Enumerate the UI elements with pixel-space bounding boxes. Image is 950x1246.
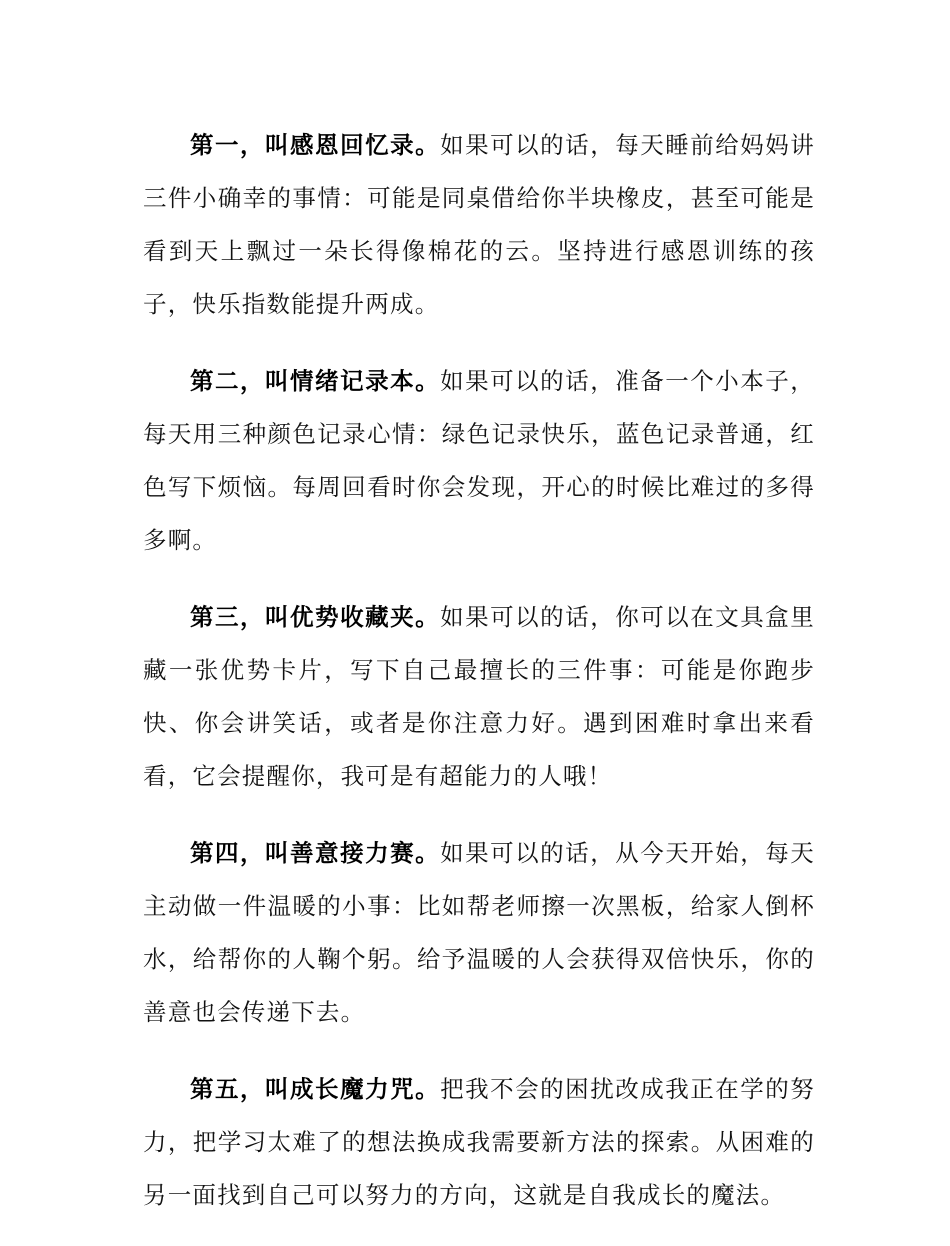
paragraph-5-heading: 第五，叫成长魔力咒。	[190, 1075, 441, 1103]
paragraph-4-heading: 第四，叫善意接力赛。	[190, 839, 441, 867]
paragraph-3-heading: 第三，叫优势收藏夹。	[190, 603, 441, 631]
paragraph-3	[143, 591, 815, 803]
paragraph-2-heading: 第二，叫情绪记录本。	[190, 367, 441, 395]
paragraph-5-text: 把我不会的困扰改成我正在学的努力，把学习太难了的想法换成我需要新方法的探索。从困难的另一面找到自己可以努力的方向，这就是自我成长的魔法。	[143, 1075, 815, 1209]
paragraph-1	[143, 119, 815, 331]
paragraph-2-text: 如果可以的话，准备一个小本子，每天用三种颜色记录心情：绿色记录快乐，蓝色记录普通，红色写下烦恼。每周回看时你会发现，开心的时候比难过的多得多啊。	[143, 367, 815, 554]
paragraph-3-text: 如果可以的话，你可以在文具盒里藏一张优势卡片，写下自己最擅长的三件事：可能是你跑步快、你会讲笑话，或者是你注意力好。遇到困难时拿出来看看，它会提醒你，我可是有超能力的人哦！	[143, 603, 815, 790]
paragraph-5	[143, 1063, 815, 1222]
paragraph-1-heading: 第一，叫感恩回忆录。	[190, 131, 441, 159]
paragraph-1-text: 如果可以的话，每天睡前给妈妈讲三件小确幸的事情：可能是同桌借给你半块橡皮，甚至可能是看到天上飘过一朵长得像棉花的云。坚持进行感恩训练的孩子，快乐指数能提升两成。	[143, 131, 815, 318]
paragraph-4-text: 如果可以的话，从今天开始，每天主动做一件温暖的小事：比如帮老师擦一次黑板，给家人倒杯水，给帮你的人鞠个躬。给予温暖的人会获得双倍快乐，你的善意也会传递下去。	[143, 839, 815, 1026]
document-body	[143, 119, 815, 1246]
paragraph-2	[143, 355, 815, 567]
paragraph-4	[143, 827, 815, 1039]
